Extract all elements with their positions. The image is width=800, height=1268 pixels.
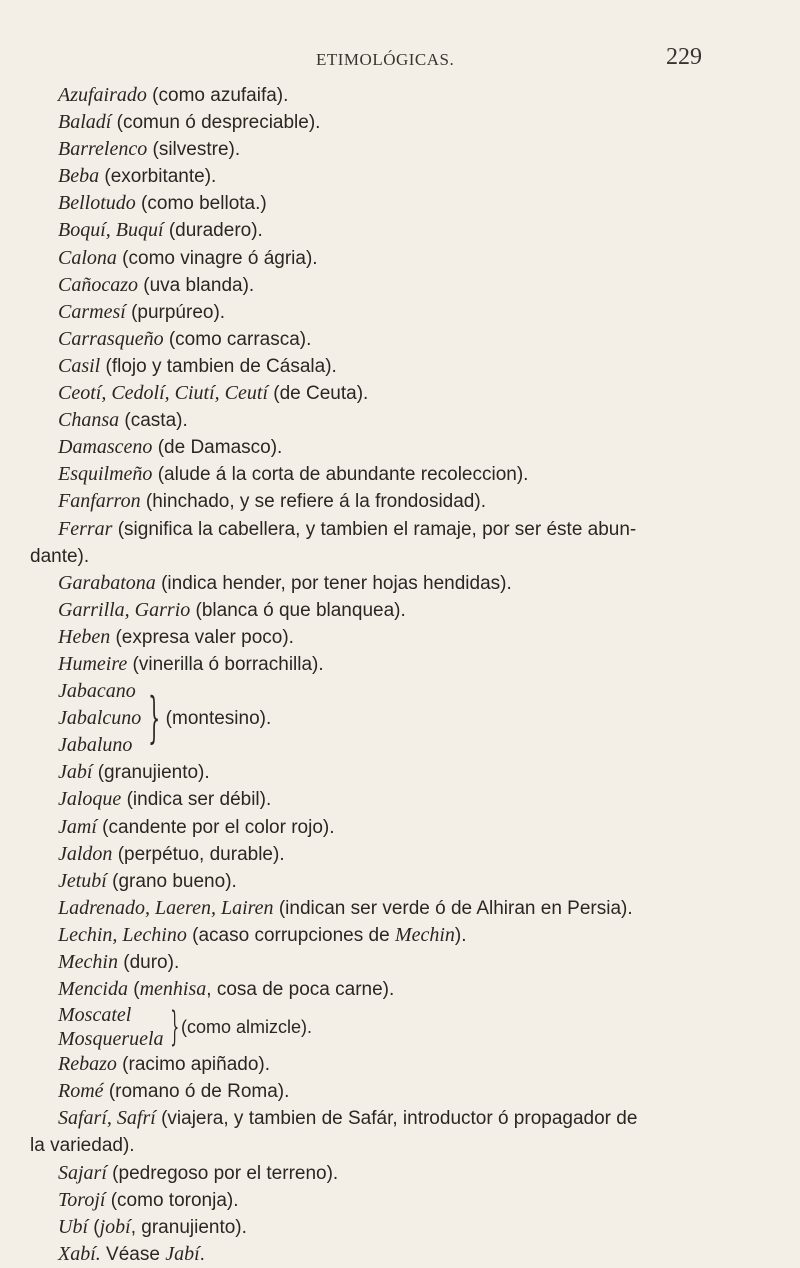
entry-block-c: [30, 1051, 758, 1268]
entry: [30, 1105, 758, 1159]
entry-group-moscatel: [58, 1003, 758, 1051]
entry-term: Jamí: [58, 815, 97, 838]
entry-term: Beba: [58, 165, 100, 188]
page-number: 229: [666, 44, 702, 70]
entry-gloss: (granujiento).: [92, 762, 210, 784]
entry-term: Esquilmeño: [58, 463, 153, 486]
entry-gloss: (: [127, 979, 140, 1001]
entry-term: Xabí.: [58, 1242, 101, 1265]
entry-term: Cañocazo: [58, 273, 138, 296]
entry: [58, 434, 758, 461]
entry-gloss: (de Ceuta).: [268, 383, 369, 405]
entry-term: Ladrenado, Laeren, Lairen: [58, 896, 274, 919]
entry: [58, 597, 758, 624]
entry: [58, 163, 758, 190]
entry-gloss: (: [88, 1216, 100, 1238]
entry: [58, 1187, 758, 1214]
entry: [58, 272, 758, 299]
entry-term-inline: jobí: [99, 1215, 131, 1238]
entry-term-inline: Jabí: [165, 1242, 200, 1265]
entry-gloss-tail: .: [199, 1243, 205, 1265]
entry-term: Carmesí: [58, 300, 126, 323]
entry-gloss: (montesino).: [165, 708, 272, 730]
entry-gloss: (comun ó despreciable).: [111, 112, 321, 134]
entry-term: Mencida: [58, 978, 128, 1001]
entry-term: Romé: [58, 1080, 104, 1103]
entry-continuation: dante).: [30, 545, 90, 567]
entry: [58, 109, 758, 136]
entry-term-inline: menhisa: [139, 978, 207, 1001]
entry-term: Safarí, Safrí: [58, 1107, 156, 1130]
entry-term: Rebazo: [58, 1053, 117, 1076]
entry-term: Carrasqueño: [58, 327, 164, 350]
entry-term: Jaloque: [58, 788, 122, 811]
entry-gloss: (duradero).: [163, 220, 263, 242]
entry: [58, 1241, 758, 1268]
entry-term: Lechin, Lechino: [58, 923, 187, 946]
entry-term: Damasceno: [58, 436, 153, 459]
entry-term: Ceotí, Cedolí, Ciutí, Ceutí: [58, 382, 268, 405]
entry: [58, 841, 758, 868]
entry-gloss: (purpúreo).: [125, 301, 226, 323]
entry: [58, 1051, 758, 1078]
entry: [58, 759, 758, 786]
running-title: ETIMOLÓGICAS.: [316, 50, 455, 69]
entry-term: Casil: [58, 354, 101, 377]
entry: [58, 1214, 758, 1241]
entry-term: Humeire: [58, 652, 128, 675]
entry-term: Jaldon: [58, 842, 113, 865]
entry-term: Garrilla, Garrio: [58, 598, 191, 621]
entry-term: Bellotudo: [58, 192, 136, 215]
entry-term: Torojí: [58, 1188, 106, 1211]
entry-term: Jabacano: [58, 680, 136, 703]
entry-term: Jabí: [58, 761, 93, 784]
entry: [58, 570, 758, 597]
entry-gloss: (viajera, y tambien de Safár, introductor ó propagador de: [155, 1108, 638, 1130]
group-terms: [58, 678, 141, 759]
entry-gloss: (exorbitante).: [99, 166, 217, 188]
entry-gloss: (indica hender, por tener hojas hendidas).: [155, 572, 512, 594]
brace-icon: }: [148, 686, 161, 750]
entry-gloss: (de Damasco).: [152, 437, 283, 459]
entry: [58, 949, 758, 976]
entry: [58, 814, 758, 841]
entry-gloss: (romano ó de Roma).: [103, 1081, 290, 1103]
entry-gloss: (blanca ó que blanquea).: [190, 599, 406, 621]
entry-gloss: (duro).: [117, 952, 180, 973]
entry: [58, 461, 758, 488]
entry-term: Moscatel: [58, 1004, 132, 1027]
entry: [58, 190, 758, 217]
entry: [58, 353, 758, 380]
entry: [58, 380, 758, 407]
entry-continuation: la variedad).: [30, 1135, 135, 1157]
entry-gloss: (hinchado, y se refiere á la frondosidad).: [140, 491, 486, 513]
entry-gloss: (expresa valer poco).: [110, 626, 294, 648]
entry-term: Baladí: [58, 111, 112, 134]
entry-gloss: (racimo apiñado).: [116, 1054, 271, 1076]
entry-term: Garabatona: [58, 571, 156, 594]
entry-term: Ubí: [58, 1215, 88, 1238]
entry-term: Chansa: [58, 409, 120, 432]
entry-term: Jabalcuno: [58, 707, 142, 730]
brace-icon: }: [169, 1004, 179, 1051]
entry-gloss: (grano bueno).: [106, 870, 237, 892]
entry: [58, 786, 758, 813]
entry-term: Ferrar: [58, 517, 113, 540]
entry-gloss: (perpétuo, durable).: [112, 843, 285, 865]
entry-term: Jetubí: [58, 869, 107, 892]
entry: [58, 82, 758, 109]
entry-gloss: (silvestre).: [147, 139, 241, 161]
entry: [58, 488, 758, 515]
entry: [58, 326, 758, 353]
entry-gloss-tail: , cosa de poca carne).: [206, 979, 395, 1001]
entry: [58, 136, 758, 163]
entry-list: [30, 82, 758, 1268]
entry: [58, 922, 758, 949]
entry: [30, 516, 758, 570]
entry-gloss: (casta).: [119, 410, 188, 432]
entry: [58, 651, 758, 678]
entry: [58, 624, 758, 651]
entry-gloss: (significa la cabellera, y tambien el ramaje, por ser éste abun-: [112, 518, 637, 540]
entry-gloss: (como carrasca).: [163, 328, 312, 350]
entry: [58, 868, 758, 895]
entry-block-b: [58, 759, 758, 1003]
entry-gloss: (como vinagre ó ágria).: [116, 247, 318, 269]
entry-gloss: (candente por el color rojo).: [96, 816, 335, 838]
entry: [58, 245, 758, 272]
entry: [58, 407, 758, 434]
entry-gloss: (acaso corrupciones de: [186, 924, 395, 946]
entry-term: Jabaluno: [58, 734, 133, 757]
entry-gloss: (como azufaifa).: [146, 85, 289, 106]
entry-group-jabali: [58, 678, 758, 759]
entry-term: Boquí, Buquí: [58, 219, 164, 242]
entry-gloss: Véase: [100, 1243, 166, 1265]
entry-term: Sajarí: [58, 1161, 107, 1184]
entry: [58, 299, 758, 326]
entry-gloss-tail: ).: [454, 924, 467, 946]
entry-gloss: (vinerilla ó borrachilla).: [127, 653, 324, 675]
entry-gloss: (como bellota.): [135, 193, 267, 215]
entry: [58, 1078, 758, 1105]
entry: [58, 976, 758, 1003]
entry-block-a: [30, 82, 758, 678]
entry-gloss-tail: , granujiento).: [130, 1216, 247, 1238]
entry: [58, 1160, 758, 1187]
entry-gloss: (como toronja).: [105, 1189, 239, 1211]
entry-gloss: (pedregoso por el terreno).: [106, 1162, 339, 1184]
entry-gloss: (uva blanda).: [138, 274, 255, 296]
entry-term: Barrelenco: [58, 138, 148, 161]
entry-term: Mosqueruela: [58, 1028, 164, 1051]
entry-term: Heben: [58, 625, 111, 648]
group-terms: [58, 1003, 164, 1051]
entry-term: Azufairado: [58, 84, 147, 106]
entry-term: Mechin: [58, 951, 118, 973]
running-head: [0, 44, 800, 74]
entry-gloss: (indican ser verde ó de Alhiran en Persia).: [273, 897, 633, 919]
entry-gloss: (indica ser débil).: [121, 789, 272, 811]
entry: [58, 217, 758, 244]
entry: [58, 895, 758, 922]
entry-gloss: (como almizcle).: [181, 1016, 313, 1037]
entry-term-inline: Mechin: [394, 923, 455, 946]
entry-gloss: (alude á la corta de abundante recoleccion).: [152, 464, 529, 486]
entry-term: Fanfarron: [58, 490, 141, 513]
entry-gloss: (flojo y tambien de Cásala).: [100, 355, 337, 377]
entry-term: Calona: [58, 246, 117, 269]
